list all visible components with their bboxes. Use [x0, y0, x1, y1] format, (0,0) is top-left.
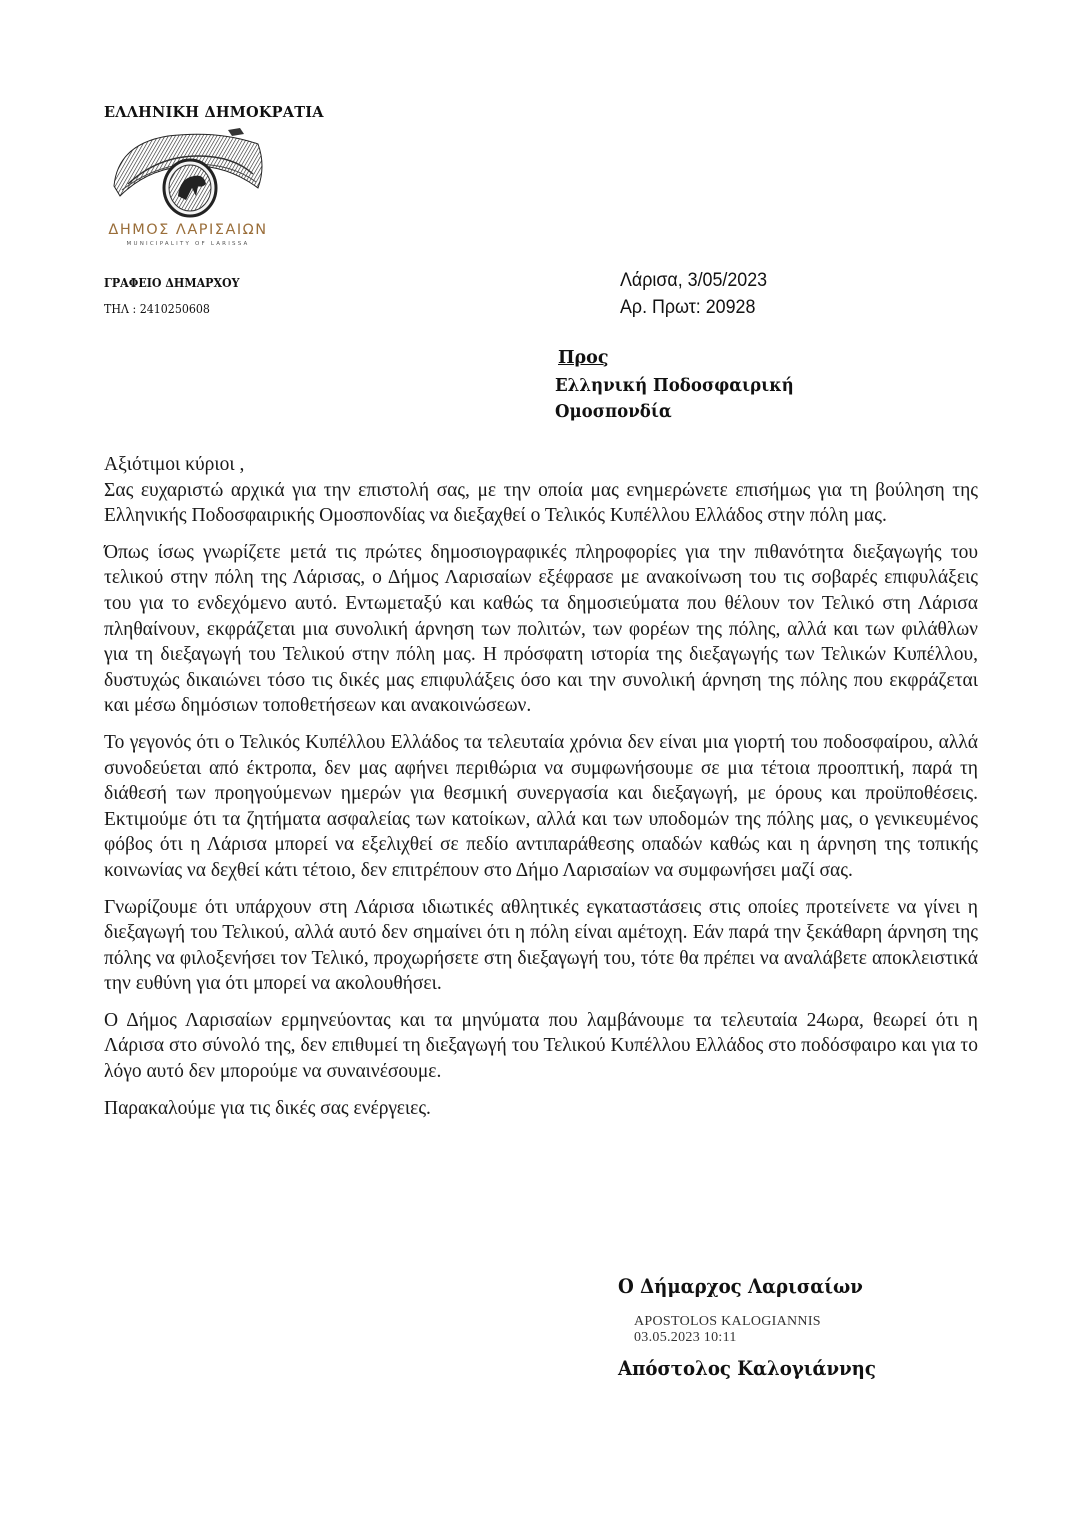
digital-signature-stamp: [634, 1314, 821, 1346]
republic-heading: ΕΛΛΗΝΙΚΗ ΔΗΜΟΚΡΑΤΙΑ: [104, 104, 324, 121]
protocol-number: Αρ. Πρωτ: 20928: [620, 297, 756, 318]
letter-date: Λάρισα, 3/05/2023: [620, 270, 768, 291]
body-paragraph: Ο Δήμος Λαρισαίων ερμηνεύοντας και τα μηνύματα που λαμβάνουμε τα τελευταία 24ωρα, θεωρεί ότι η Λάρισα στο σύνολό της, δεν επιθυμεί τη διεξαγωγή του Τελικού Κυπέλλου Ελλάδος στο ποδόσφαιρο και για το λόγο αυτό δεν μπορούμε να συναινέσουμε.: [104, 1009, 978, 1083]
body-paragraph: Γνωρίζουμε ότι υπάρχουν στη Λάρισα ιδιωτικές αθλητικές εγκαταστάσεις στις οποίες προτείνετε να γίνει η διεξαγωγή του Τελικού, αλλά αυτό δεν σημαίνει ότι η πόλη είναι αμέτοχη. Εάν παρά την ξεκάθαρη άρνηση της πόλης να φιλοξενήσει τον Τελικό, προχωρήσετε στη διεξαγωγή του, τότε θα πρέπει να αναλάβετε αποκλειστικά την ευθύνη για ότι μπορεί να ακολουθήσει.: [104, 896, 978, 995]
signature-title: Ο Δήμαρχος Λαρισαίων: [618, 1275, 863, 1298]
phone-number: ΤΗΛ : 2410250608: [104, 302, 210, 316]
stamp-signer-name: APOSTOLOS KALOGIANNIS: [634, 1314, 821, 1329]
recipient-line-2: Ομοσπονδία: [555, 402, 672, 422]
body-paragraph: Σας ευχαριστώ αρχικά για την επιστολή σας, με την οποία μας ενημερώνετε επισήμως για τη βούληση της Ελληνικής Ποδοσφαιρικής Ομοσπονδίας να διεξαχθεί ο Τελικός Κυπέλλου Ελλάδος στην πόλη μας.: [104, 479, 978, 527]
body-paragraph: Το γεγονός ότι ο Τελικός Κυπέλλου Ελλάδος τα τελευταία χρόνια δεν είναι μια γιορτή του ποδοσφαίρου, αλλά συνοδεύεται από έκτροπα, δεν μας αφήνει περιθώρια να συμφωνήσουμε σε μια τέτοια προοπτική, παρά τη διάθεσή των προηγούμενων ημερών για θεσμική συνεργασία και διεξαγωγή, με όρους και προϋποθέσεις. Εκτιμούμε ότι τα ζητήματα ασφαλείας των κατοίκων, αλλά και των υποδομών της πόλης μας, ο γενικευμένος φόβος ότι η Λάρισα μπορεί να εξελιχθεί σε πεδίο αντιπαράθεσης οπαδών καθώς και η άρνηση της τοπικής κοινωνίας να δεχθεί κάτι τέτοιο, δεν επιτρέπουν στο Δήμο Λαρισαίων να συμφωνήσει μαζί σας.: [104, 731, 978, 881]
letter-body: [104, 452, 978, 1132]
theatre-coin-emblem-icon: [108, 126, 268, 226]
recipient-label: Προς: [558, 348, 609, 368]
recipient-line-1: Ελληνική Ποδοσφαιρική: [555, 376, 794, 396]
signatory-name: Απόστολος Καλογιάννης: [618, 1357, 876, 1380]
logo-subtitle: MUNICIPALITY OF LARISSA: [126, 241, 250, 247]
body-paragraph: Όπως ίσως γνωρίζετε μετά τις πρώτες δημοσιογραφικές πληροφορίες για την πιθανότητα διεξαγωγής του τελικού στην πόλη της Λάρισας, ο Δήμος Λαρισαίων εξέφρασε με ανακοίνωση του τις σοβαρές επιφυλάξεις του για το ενδεχόμενο αυτό. Εντωμεταξύ και καθώς τα δημοσιεύματα που θέλουν τον Τελικό στη Λάρισα πληθαίνουν, εκφράζεται μια συνολική άρνηση των πολιτών, των φορέων της πόλης, αλλά και των φιλάθλων για τη διεξαγωγή του Τελικού στην πόλη μας. Η πρόσφατη ιστορία της διεξαγωγής των Τελικών Κυπέλλου, δυστυχώς δικαιώνει τόσο τις δικές μας επιφυλάξεις όσο και την συνολική άρνηση της πόλης που εκφράζεται και μέσω δημόσιων τοποθετήσεων και ανακοινώσεων.: [104, 541, 978, 717]
logo-title: ΔΗΜΟΣ ΛΑΡΙΣΑΙΩΝ: [108, 222, 268, 238]
recipient-address: [555, 373, 794, 425]
closing-line: Παρακαλούμε για τις δικές σας ενέργειες.: [104, 1097, 431, 1119]
stamp-datetime: 03.05.2023 10:11: [634, 1330, 737, 1345]
office-label: ΓΡΑΦΕΙΟ ΔΗΜΑΡΧΟΥ: [104, 276, 240, 290]
greeting: Αξιότιμοι κύριοι ,: [104, 454, 245, 475]
